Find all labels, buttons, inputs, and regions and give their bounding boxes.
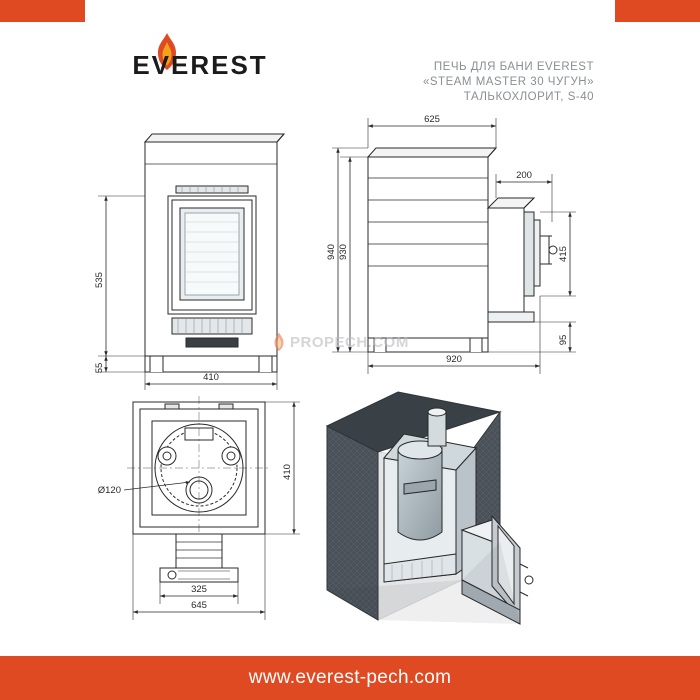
dim-535: 535 (94, 272, 105, 288)
top-accent-bar-notch (85, 0, 615, 22)
dim-625: 625 (424, 114, 440, 125)
dim-d120: Ø120 (97, 485, 121, 496)
dim-325: 325 (191, 584, 207, 595)
brand-logo-text: EVEREST (132, 50, 268, 80)
dim-920: 920 (446, 354, 462, 365)
page-title-line-1: ПЕЧЬ ДЛЯ БАНИ EVEREST (433, 61, 594, 73)
top-view (127, 396, 271, 582)
dim-55: 55 (94, 362, 105, 374)
top-accent-bar (0, 0, 700, 22)
dim-645: 645 (191, 600, 207, 611)
dim-410-top: 410 (282, 464, 293, 480)
dim-95: 95 (558, 334, 569, 346)
front-view (145, 134, 284, 372)
dim-930: 930 (338, 244, 349, 260)
footer-accent-notch (85, 642, 615, 656)
watermark-text: PROPECH.COM (290, 333, 409, 351)
brand-logo (100, 36, 300, 88)
technical-drawing-canvas (0, 112, 700, 652)
page-title-line-3: ТАЛЬКОХЛОРИТ, S-40 (463, 91, 594, 103)
footer-website-url[interactable]: www.everest-pech.com (248, 667, 452, 688)
page-title-line-2: «STEAM MASTER 30 ЧУГУН» (422, 76, 594, 88)
page-header (0, 22, 700, 108)
dim-200: 200 (516, 170, 532, 181)
isometric-cutaway-view (327, 392, 533, 624)
dim-415: 415 (558, 246, 569, 262)
dim-940: 940 (326, 244, 337, 260)
dim-410-front: 410 (203, 372, 219, 383)
page-footer (0, 656, 700, 700)
page-title (294, 60, 594, 105)
